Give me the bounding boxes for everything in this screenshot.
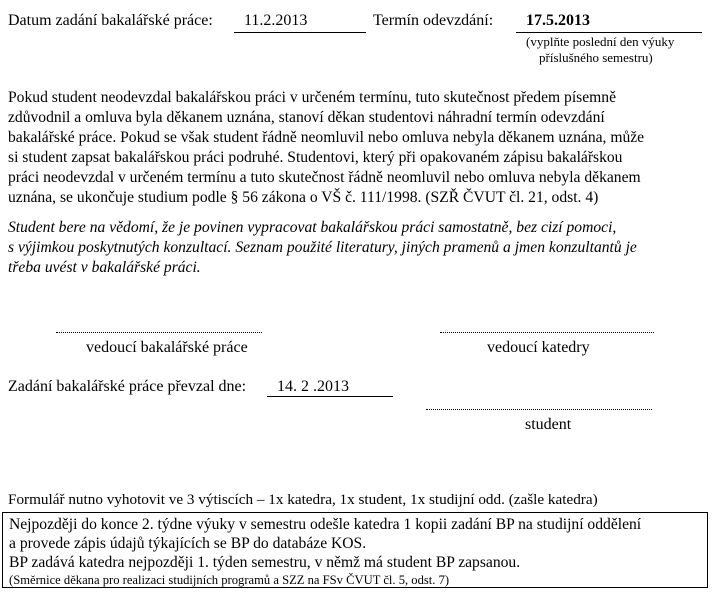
deadline-label: Termín odevzdání: <box>373 12 494 29</box>
head-signature-line <box>440 332 654 333</box>
notice-line: a provede zápis údajů týkajících se BP do databáze KOS. <box>9 535 367 552</box>
deadline-note-line2: příslušného semestru) <box>539 50 653 65</box>
copies-note: Formulář nutno vyhotovit ve 3 výtiscích – 1x katedra, 1x student, 1x studijní odd. (zašle katedra) <box>8 491 598 508</box>
paragraph-line: si student zapsat bakalářskou práci podruhé. Studentovi, který při opakovaném zápisu bakalářskou <box>8 149 623 166</box>
supervisor-signature-line <box>56 332 262 333</box>
head-signature-label: vedoucí katedry <box>487 339 590 356</box>
notice-box <box>2 512 708 588</box>
notice-reference: (Směrnice děkana pro realizaci studijních programů a SZZ na FSv ČVUT čl. 5, odst. 7) <box>9 573 450 587</box>
supervisor-signature-label: vedoucí bakalářské práce <box>86 339 248 356</box>
assignment-date-value: 11.2.2013 <box>244 12 308 29</box>
deadline-underline <box>516 32 702 33</box>
paragraph-line: Student bere na vědomí, že je povinen vypracovat bakalářskou práci samostatně, bez cizí pomoci, <box>8 219 617 236</box>
paragraph-line: bakalářské práce. Pokud se však student řádně neomluvil nebo omluva nebyla děkanem uznána, může <box>8 129 645 146</box>
deadline-note-line1: (vyplňte poslední den výuky <box>526 34 675 49</box>
assignment-date-underline <box>234 32 366 33</box>
deadline-value: 17.5.2013 <box>526 12 590 29</box>
student-signature-label: student <box>525 416 572 433</box>
student-signature-line <box>426 409 652 410</box>
received-label: Zadání bakalářské práce převzal dne: <box>8 378 247 395</box>
notice-line: Nejpozději do konce 2. týdne výuky v semestru odešle katedra 1 kopii zadání BP na studijní oddělení <box>9 516 642 533</box>
paragraph-line: zdůvodnil a omluva byla děkanem uznána, stanoví děkan studentovi náhradní termín odevzdání <box>8 109 605 126</box>
paragraph-line: Pokud student neodevzdal bakalářskou práci v určeném termínu, tuto skutečnost předem písemně <box>8 89 616 106</box>
paragraph-line: třeba uvést v bakalářské práci. <box>8 259 201 276</box>
paragraph-line: práci neodevzdal v určeném termínu a tuto skutečnost řádně neomluvil nebo omluva nebyla děkanem <box>8 169 641 186</box>
notice-line: BP zadává katedra nejpozději 1. týden semestru, v němž má student BP zapsanou. <box>9 554 521 571</box>
received-date: 14. 2 .2013 <box>277 378 349 395</box>
paragraph-line: s výjimkou poskytnutých konzultací. Seznam použité literatury, jiných pramenů a jmen konzultantů je <box>8 239 637 256</box>
paragraph-line: uznána, se ukončuje studium podle § 56 zákona o VŠ č. 111/1998. (SZŘ ČVUT čl. 21, odst. 4) <box>8 189 599 206</box>
received-date-underline <box>267 396 393 397</box>
assignment-date-label: Datum zadání bakalářské práce: <box>8 12 213 29</box>
